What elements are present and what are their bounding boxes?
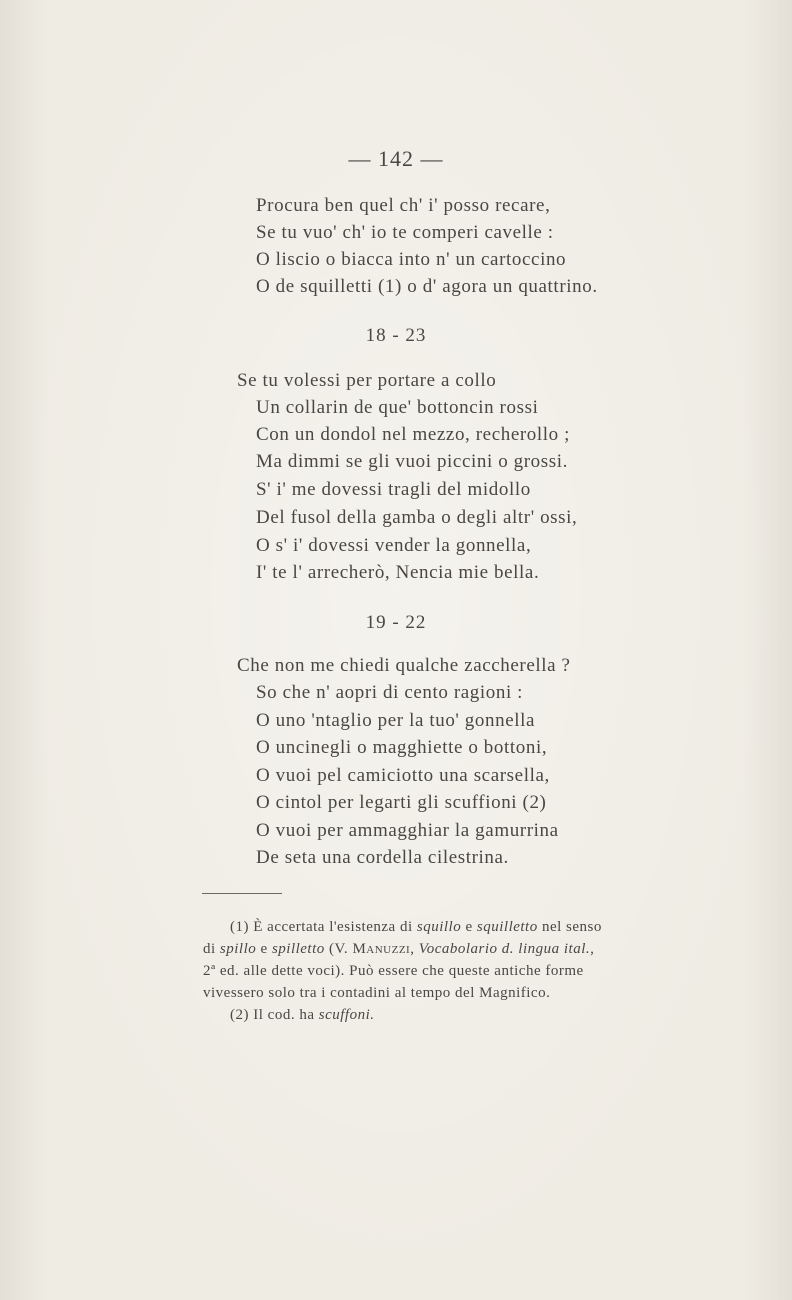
- verse-line: O vuoi pel camiciotto una scarsella,: [256, 765, 550, 786]
- footnote-text: e: [465, 919, 473, 935]
- verse-line: Ma dimmi se gli vuoi piccini o grossi.: [256, 451, 569, 472]
- footnote-divider: [202, 893, 282, 894]
- footnote-term: squillo: [416, 919, 462, 935]
- verse-line: I' te l' arrecherò, Nencia mie bella.: [256, 562, 540, 583]
- footnote-text: È accertata l'esistenza di: [253, 919, 413, 935]
- verse-line: O uno 'ntaglio per la tuo' gonnella: [256, 710, 536, 731]
- page-number: — 142 —: [348, 146, 444, 171]
- verse-line: Procura ben quel ch' i' posso recare,: [256, 195, 551, 216]
- footnote-work-title: Vocabolario d. lingua ital.,: [418, 941, 595, 957]
- footnote-term: squilletto: [476, 919, 538, 935]
- footnote-1-line-2: [203, 942, 594, 957]
- verse-line: Se tu vuo' ch' io te comperi cavelle :: [256, 222, 554, 243]
- footnote-author: Manuzzi,: [352, 941, 415, 957]
- verse-line: O uncinegli o magghiette o bottoni,: [256, 737, 548, 758]
- footnote-term: spillo: [219, 941, 257, 957]
- footnote-text: nel senso: [541, 919, 602, 935]
- footnote-1-line-3: 2ª ed. alle dette voci). Può essere che queste antiche forme: [203, 963, 584, 979]
- footnote-1-line-1: [230, 920, 602, 935]
- verse-line: O cintol per legarti gli scuffioni (2): [256, 792, 547, 813]
- footnote-term: scuffoni.: [318, 1007, 375, 1023]
- verse-line: O vuoi per ammagghiar la gamurrina: [256, 820, 559, 841]
- verse-line: O liscio o biacca into n' un cartoccino: [256, 249, 567, 270]
- footnote-text: Il cod. ha: [253, 1007, 315, 1023]
- footnote-1-line-4: vivessero solo tra i contadini al tempo del Magnifico.: [203, 985, 551, 1001]
- stanza-heading: 19 - 22: [365, 612, 427, 633]
- stanza-heading: 18 - 23: [365, 325, 427, 346]
- footnote-text: e: [260, 941, 268, 957]
- footnote-2: [230, 1008, 374, 1023]
- verse-line: O s' i' dovessi vender la gonnella,: [256, 535, 532, 556]
- footnote-marker: (1): [230, 919, 249, 935]
- verse-line: Del fusol della gamba o degli altr' ossi,: [256, 507, 578, 528]
- verse-line: S' i' me dovessi tragli del midollo: [256, 479, 531, 500]
- verse-line: So che n' aopri di cento ragioni :: [256, 682, 524, 703]
- verse-line: Che non me chiedi qualche zaccherella ?: [237, 655, 571, 676]
- verse-line: De seta una cordella cilestrina.: [256, 847, 509, 868]
- footnote-text: (V.: [329, 941, 349, 957]
- verse-line: O de squilletti (1) o d' agora un quattrino.: [256, 276, 598, 297]
- verse-line: Con un dondol nel mezzo, recherollo ;: [256, 424, 570, 445]
- footnote-term: spilletto: [271, 941, 325, 957]
- verse-line: Se tu volessi per portare a collo: [237, 370, 497, 391]
- footnote-text: di: [203, 941, 216, 957]
- footnote-marker: (2): [230, 1007, 249, 1023]
- verse-line: Un collarin de que' bottoncin rossi: [256, 397, 539, 418]
